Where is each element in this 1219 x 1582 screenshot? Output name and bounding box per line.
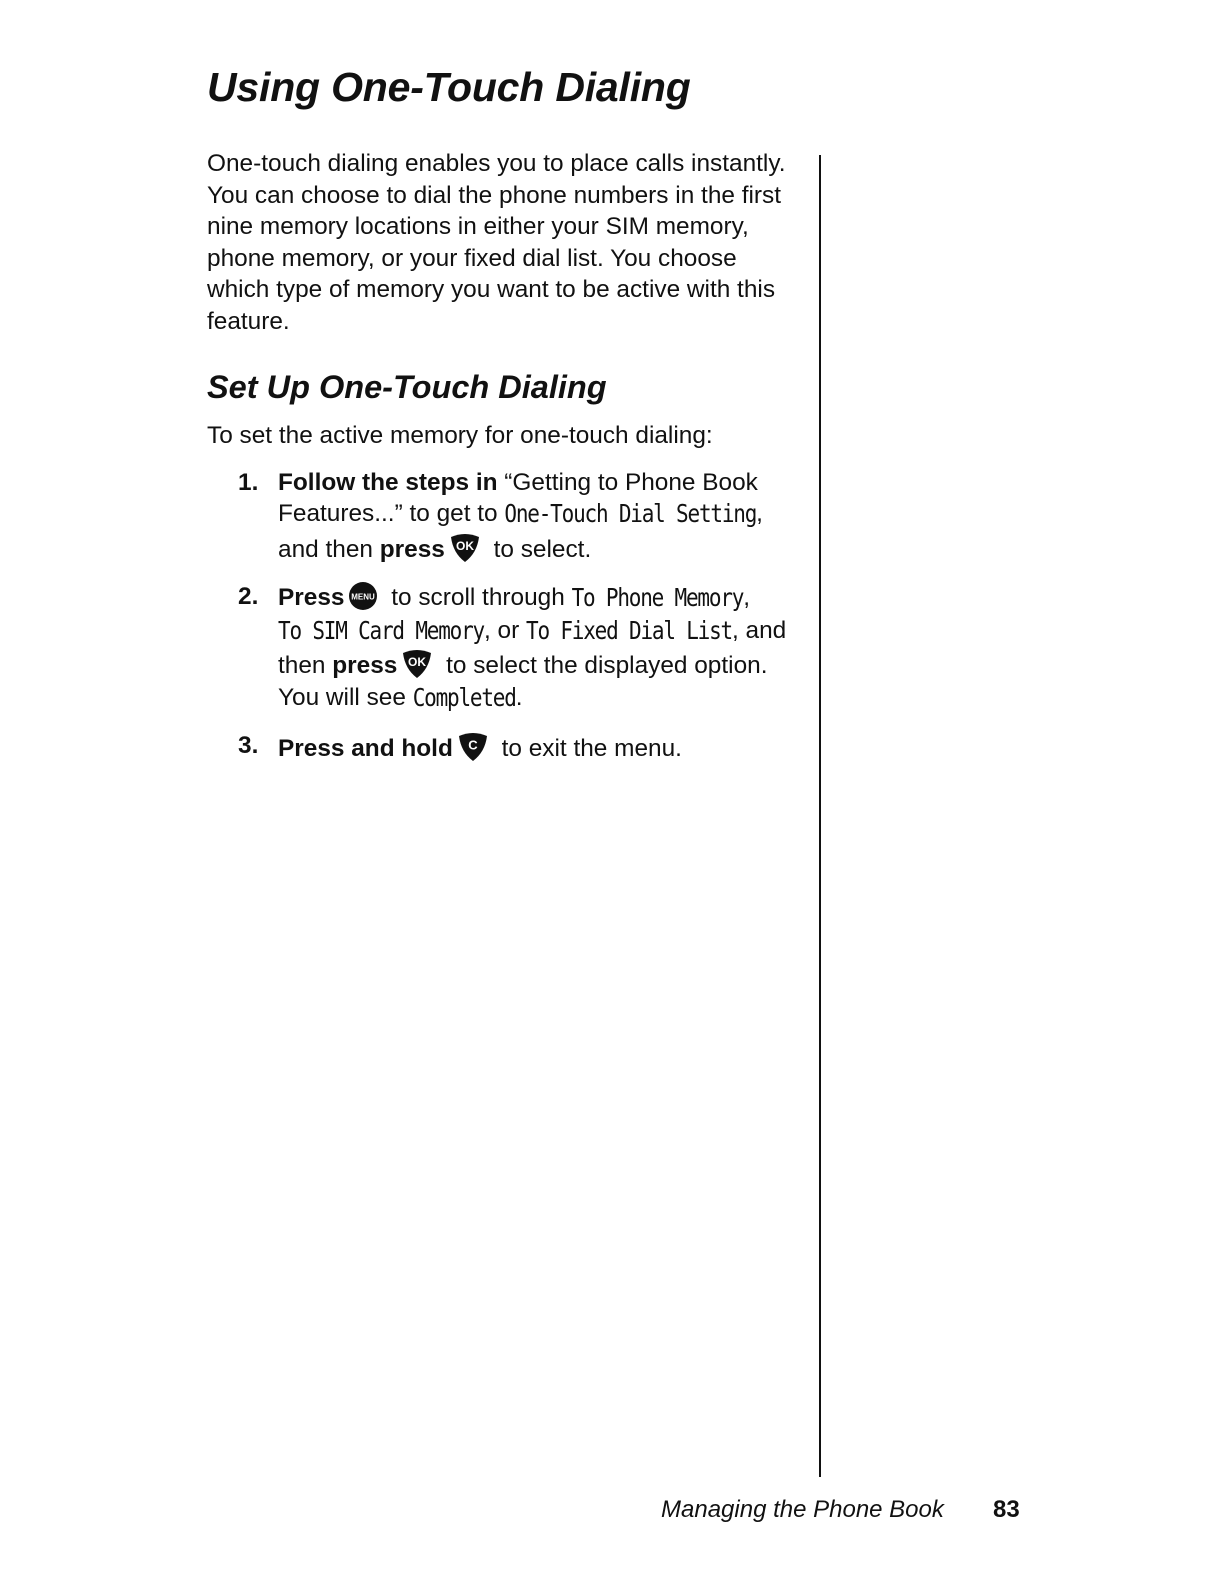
step-number: 2. <box>238 583 259 610</box>
step-text: to exit the menu. <box>494 735 682 762</box>
main-content <box>207 148 799 781</box>
step-bold-text: press <box>332 652 398 679</box>
ok-key-icon <box>449 531 481 563</box>
step-bold-text: Press <box>278 584 345 611</box>
ok-key-icon <box>401 647 433 679</box>
step-text: to select the displayed option. You will see <box>278 652 768 711</box>
step-bold-text: press <box>379 535 445 563</box>
step-text: , <box>743 584 750 611</box>
page-title: Using One-Touch Dialing <box>207 64 691 110</box>
menu-key-label: MENU <box>351 592 376 602</box>
menu-key-icon <box>348 581 378 611</box>
step-bold-text: Press and hold <box>278 735 453 762</box>
display-text: To Phone Memory <box>571 583 744 613</box>
step-number: 1. <box>238 468 259 496</box>
step-2 <box>238 581 799 714</box>
steps-list <box>207 467 799 765</box>
step-text: , or <box>483 616 527 644</box>
vertical-divider <box>819 155 821 1477</box>
ok-key-label: OK <box>408 655 427 669</box>
step-bold-text: Follow the steps in <box>278 468 498 496</box>
step-text: to select. <box>486 535 592 563</box>
display-text: Completed <box>412 683 516 712</box>
section-heading: Set Up One-Touch Dialing <box>207 369 607 405</box>
step-text: “Getting to Phone Book Features...” to get to <box>278 468 758 527</box>
intro-paragraph: One-touch dialing enables you to place calls instantly. You can choose to dial the phone numbers in the first nine memory locations in either your SIM memory, phone memory, or your fixed dial list. You choose which type of memory you want to be active with this feature. <box>207 150 786 335</box>
display-text: To Fixed Dial List <box>526 616 732 645</box>
step-text: , and then <box>278 616 787 679</box>
page-number: 83 <box>993 1496 1020 1523</box>
display-text: One-Touch Dial Setting <box>504 499 757 529</box>
c-key-label: C <box>468 737 478 753</box>
step-text: . <box>515 683 523 711</box>
lead-paragraph: To set the active memory for one-touch dialing: <box>207 422 713 449</box>
step-3 <box>238 730 799 765</box>
step-1 <box>238 467 799 566</box>
display-text: To SIM Card Memory <box>278 616 484 645</box>
c-key-icon <box>457 730 489 762</box>
step-text: to scroll through <box>384 584 572 611</box>
step-text: , and then <box>278 500 763 563</box>
footer-title: Managing the Phone Book <box>661 1496 944 1523</box>
ok-key-label: OK <box>455 538 474 553</box>
step-number: 3. <box>238 732 259 759</box>
